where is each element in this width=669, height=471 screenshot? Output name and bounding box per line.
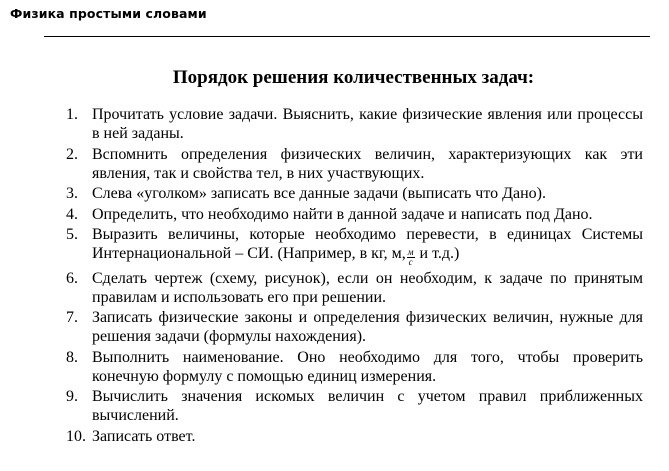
step-text: Прочитать условие задачи. Выяснить, какие физические явления или процессы в ней заданы.: [92, 106, 643, 142]
step-text: Выполнить наименование. Оно необходимо для того, чтобы проверить конечную формулу с помощью единиц измерения.: [92, 348, 643, 385]
list-item: [66, 348, 643, 386]
step-text: Записать физические законы и определения физических величин, нужные для решения задачи (формулы нахождения).: [92, 309, 643, 345]
step-number: 10.: [66, 427, 86, 445]
list-item: [66, 387, 643, 425]
step-number: 1.: [66, 106, 78, 123]
page-header-title: Физика простыми словами: [10, 6, 207, 21]
fraction-numerator: м: [407, 247, 414, 257]
step-text-part: Выразить величины, которые необходимо перевести, в единицах Системы Интернациональной – СИ. (Например, в кг, м,: [92, 226, 643, 262]
list-item: [66, 184, 643, 203]
step-text: Сделать чертеж (схему, рисунок), если он необходим, к задаче по принятым правилам и использовать его при решении.: [92, 269, 643, 306]
step-text: Слева «уголком» записать все данные задачи (выписать что Дано).: [92, 185, 547, 202]
step-text: Определить, что необходимо найти в данной задаче и написать под Дано.: [92, 205, 593, 223]
list-item: [66, 145, 643, 183]
step-number: 4.: [66, 205, 78, 223]
step-number: 5.: [66, 226, 78, 243]
document-title: Порядок решения количественных задач:: [172, 67, 535, 88]
steps-list: [66, 105, 643, 447]
step-text: Записать ответ.: [92, 427, 196, 445]
step-text-part: и т.д.): [415, 245, 460, 262]
list-item: [66, 427, 643, 446]
list-item: [66, 205, 643, 224]
step-number: 6.: [66, 269, 78, 287]
list-item: [66, 269, 643, 307]
step-number: 9.: [66, 388, 78, 405]
step-number: 8.: [66, 348, 78, 366]
step-text: Вычислить значения искомых величин с учетом правил приближенных вычислений.: [92, 388, 643, 424]
step-text: [92, 225, 643, 267]
step-number: 2.: [66, 145, 78, 163]
header-divider: [44, 36, 650, 37]
step-text: Вспомнить определения физических величин, характеризующих как эти явления, так и свойства тел, в них участвующих.: [92, 145, 643, 182]
list-item: [66, 105, 643, 143]
unit-fraction: [407, 248, 415, 267]
list-item: [66, 225, 643, 267]
fraction-denominator: с: [408, 257, 413, 267]
step-number: 7.: [66, 309, 78, 326]
list-item: [66, 308, 643, 346]
step-number: 3.: [66, 185, 78, 202]
